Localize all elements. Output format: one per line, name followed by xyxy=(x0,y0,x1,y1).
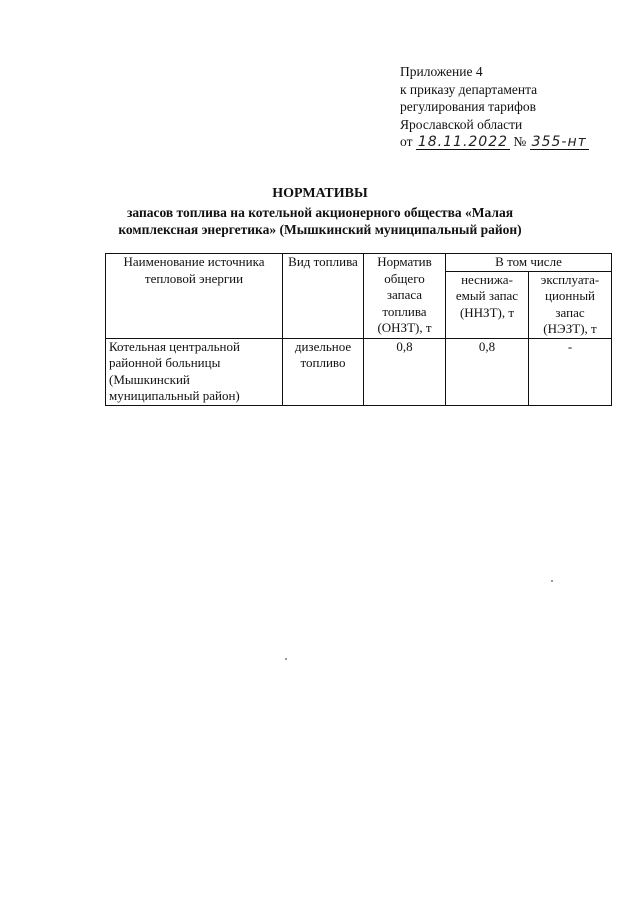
number-prefix: № xyxy=(513,134,527,149)
scan-speck xyxy=(551,580,553,582)
subtitle-line-1: запасов топлива на котельной акционерного общества «Малая xyxy=(126,205,514,220)
cell-nezt: - xyxy=(529,338,612,405)
table-row xyxy=(106,338,612,405)
header-nezt: эксплуата-ционный запас (НЭЗТ), т xyxy=(529,271,612,338)
norms-table xyxy=(105,253,612,406)
table-header-row xyxy=(106,254,612,272)
cell-total: 0,8 xyxy=(364,338,446,405)
date-prefix: от xyxy=(400,134,413,149)
handwritten-number: 355-нт xyxy=(531,134,587,150)
subtitle-line-2: комплексная энергетика» (Мышкинский муниципальный район) xyxy=(118,222,522,237)
scan-speck xyxy=(285,658,287,660)
cell-fuel-type: дизельное топливо xyxy=(283,338,364,405)
appendix-date-line xyxy=(400,133,630,151)
header-nnzt: неснижа-емый запас (ННЗТ), т xyxy=(446,271,529,338)
header-total-norm: Норматив общего запаса топлива (ОНЗТ), т xyxy=(364,254,446,339)
appendix-line-4: Ярославской области xyxy=(400,116,523,132)
header-group: В том числе xyxy=(446,254,612,272)
header-source: Наименование источника тепловой энергии xyxy=(106,254,283,339)
document-subtitle xyxy=(0,204,640,238)
cell-source: Котельная центральной районной больницы (Мышкинский муниципальный район) xyxy=(106,338,283,405)
appendix-block xyxy=(400,63,630,151)
document-title: НОРМАТИВЫ xyxy=(272,186,368,201)
appendix-line-2: к приказу департамента xyxy=(400,81,538,97)
appendix-line-1: Приложение 4 xyxy=(400,64,483,79)
header-fuel-type: Вид топлива xyxy=(283,254,364,339)
cell-nnzt: 0,8 xyxy=(446,338,529,405)
handwritten-date: 18.11.2022 xyxy=(417,134,509,150)
appendix-line-3: регулирования тарифов xyxy=(400,99,537,114)
